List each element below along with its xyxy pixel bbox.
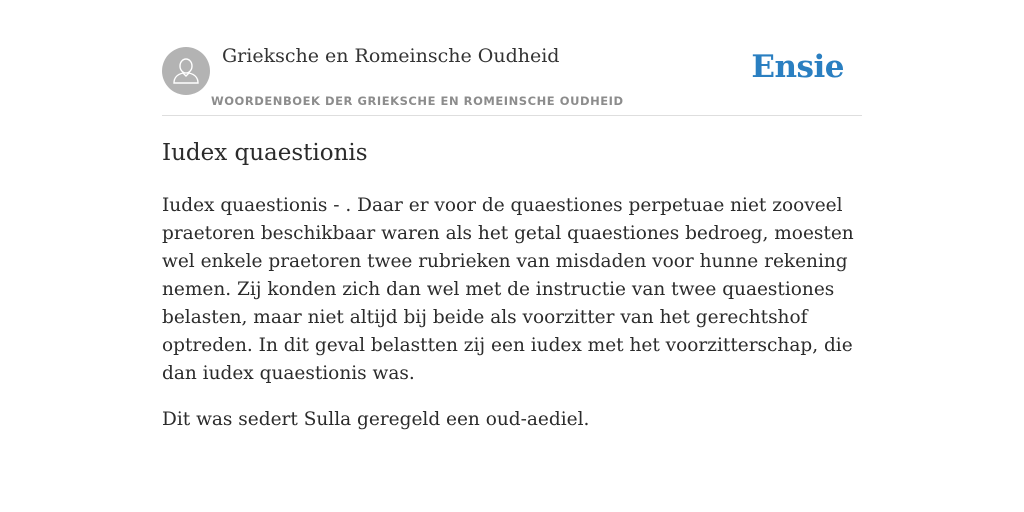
- entry-header: [162, 0, 862, 116]
- entry-paragraph: Iudex quaestionis - . Daar er voor de quaestiones perpetuae niet zooveel praetoren beschikbaar waren als het getal quaestiones bedroeg, moesten wel enkele praetoren twee rubrieken van misdaden voor hunne rekening nemen. Zij konden zich dan wel met de instructie van twee quaestiones belasten, maar niet altijd bij beide als voorzitter van het gerechtshof optreden. In dit geval belastten zij een iudex met het voorzitterschap, die dan iudex quaestionis was.: [162, 195, 854, 384]
- user-icon: [162, 47, 210, 95]
- entry-card: [162, 0, 862, 512]
- source-title[interactable]: Grieksche en Romeinsche Oudheid: [222, 45, 560, 67]
- entry-paragraph: Dit was sedert Sulla geregeld een oud-aediel.: [162, 409, 590, 430]
- entry-body: [162, 192, 862, 452]
- brand-logo[interactable]: Ensie: [751, 49, 844, 85]
- source-avatar[interactable]: [162, 47, 210, 95]
- source-subtitle[interactable]: WOORDENBOEK DER GRIEKSCHE EN ROMEINSCHE OUDHEID: [211, 94, 624, 108]
- entry-title: Iudex quaestionis: [162, 140, 368, 166]
